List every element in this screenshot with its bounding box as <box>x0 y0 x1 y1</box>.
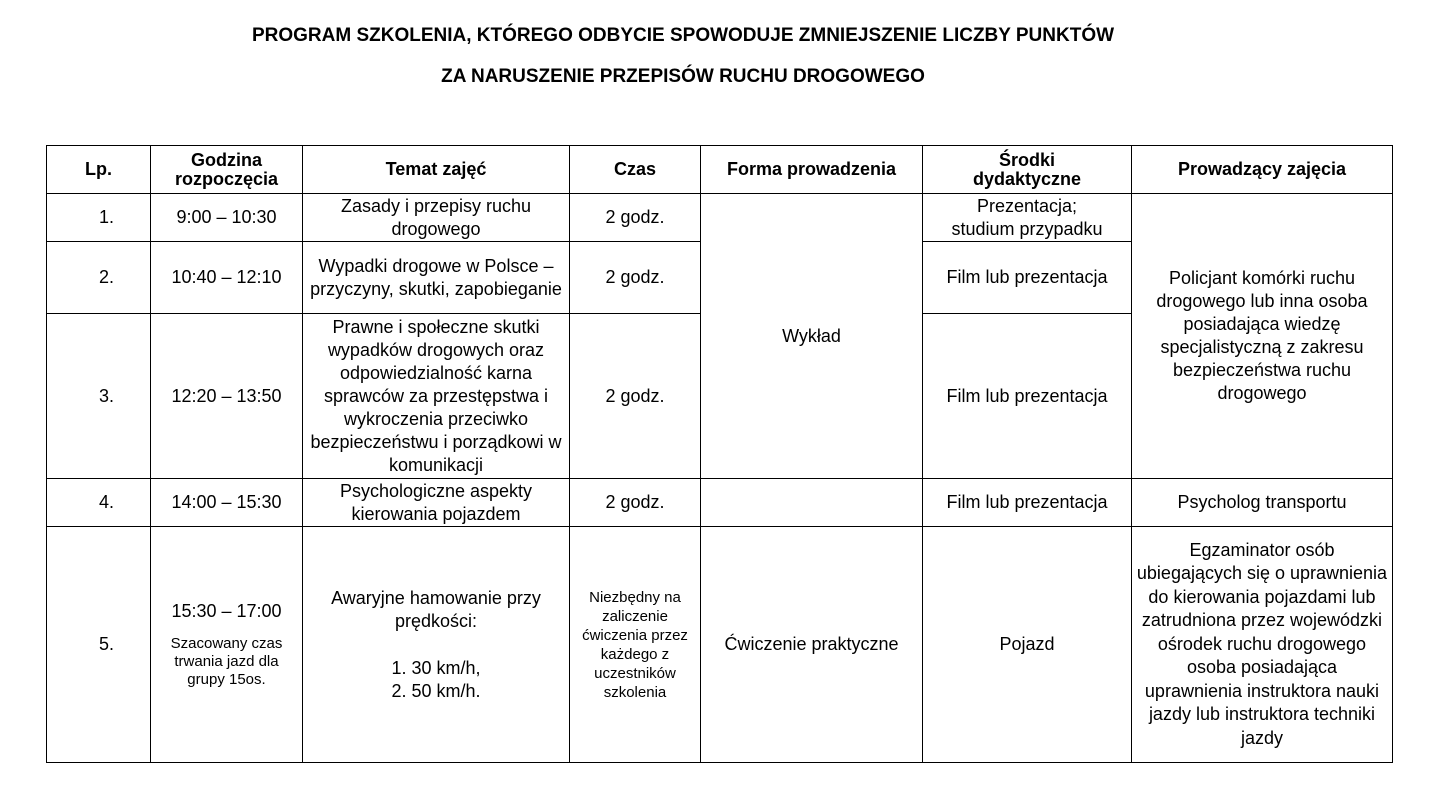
cell-temat: Psychologiczne aspekty kierowania pojazdem <box>303 479 570 527</box>
speed-list-item: 1. 30 km/h, <box>391 657 481 678</box>
cell-lp: 2. <box>47 242 151 314</box>
table-header-row <box>47 146 1393 194</box>
header-godzina-line2: rozpoczęcia <box>174 168 279 189</box>
header-godzina <box>151 146 303 194</box>
header-godzina-line1: Godzina <box>191 149 262 170</box>
document-title-line2: ZA NARUSZENIE PRZEPISÓW RUCHU DROGOWEGO <box>441 66 925 87</box>
cell-godzina: 12:20 – 13:50 <box>151 314 303 479</box>
cell-forma <box>701 479 923 527</box>
cell-lp: 4. <box>47 479 151 527</box>
header-forma: Forma prowadzenia <box>701 146 923 194</box>
table-row <box>47 527 1393 763</box>
cell-srodki: Pojazd <box>923 527 1132 763</box>
header-temat: Temat zajęć <box>303 146 570 194</box>
cell-lp: 1. <box>47 194 151 242</box>
cell-srodki <box>923 194 1132 242</box>
speed-list <box>391 657 480 703</box>
cell-czas: 2 godz. <box>570 314 701 479</box>
header-srodki-line2: dydaktyczne <box>972 168 1082 189</box>
table-row <box>47 479 1393 527</box>
cell-godzina: 14:00 – 15:30 <box>151 479 303 527</box>
header-lp: Lp. <box>47 146 151 194</box>
cell-godzina <box>151 527 303 763</box>
cell-czas: 2 godz. <box>570 479 701 527</box>
cell-temat: Zasady i przepisy ruchu drogowego <box>303 194 570 242</box>
document-title-line1: PROGRAM SZKOLENIA, KTÓREGO ODBYCIE SPOWODUJE ZMNIEJSZENIE LICZBY PUNKTÓW <box>251 25 1115 46</box>
cell-prowadzacy: Egzaminator osób ubiegających się o uprawnienia do kierowania pojazdami lub zatrudniona przez wojewódzki ośrodek ruchu drogowego osoba posiadająca uprawnienia instruktora nauki jazdy lub instruktora techniki jazdy <box>1132 527 1393 763</box>
cell-godzina-time: 15:30 – 17:00 <box>171 601 282 621</box>
cell-prowadzacy-merged: Policjant komórki ruchu drogowego lub inna osoba posiadająca wiedzę specjalistyczną z zakresu bezpieczeństwa ruchu drogowego <box>1132 194 1393 479</box>
cell-czas: 2 godz. <box>570 194 701 242</box>
speed-list-item: 2. 50 km/h. <box>391 680 481 701</box>
cell-srodki: Film lub prezentacja <box>923 314 1132 479</box>
cell-godzina: 9:00 – 10:30 <box>151 194 303 242</box>
cell-godzina-note: Szacowany czas trwania jazd dla grupy 15os. <box>170 635 283 688</box>
cell-temat <box>303 527 570 763</box>
training-program-table <box>46 145 1393 763</box>
cell-prowadzacy: Psycholog transportu <box>1132 479 1393 527</box>
cell-temat-title: Awaryjne hamowanie przy prędkości: <box>331 587 541 631</box>
cell-czas: Niezbędny na zaliczenie ćwiczenia przez każdego z uczestników szkolenia <box>570 527 701 763</box>
header-srodki-line1: Środki <box>998 149 1055 170</box>
cell-srodki-line1: Prezentacja; <box>976 195 1078 216</box>
cell-lp: 5. <box>47 527 151 763</box>
cell-temat: Prawne i społeczne skutki wypadków drogowych oraz odpowiedzialność karna sprawców za przestępstwa i wykroczenia przeciwko bezpieczeństwu i porządkowi w komunikacji <box>303 314 570 479</box>
cell-godzina: 10:40 – 12:10 <box>151 242 303 314</box>
cell-forma-merged: Wykład <box>701 194 923 479</box>
cell-czas: 2 godz. <box>570 242 701 314</box>
cell-srodki: Film lub prezentacja <box>923 242 1132 314</box>
cell-forma: Ćwiczenie praktyczne <box>701 527 923 763</box>
header-czas: Czas <box>570 146 701 194</box>
header-prowadzacy: Prowadzący zajęcia <box>1132 146 1393 194</box>
header-srodki <box>923 146 1132 194</box>
cell-lp: 3. <box>47 314 151 479</box>
cell-srodki-line2: studium przypadku <box>951 218 1103 239</box>
table-row <box>47 194 1393 242</box>
cell-srodki: Film lub prezentacja <box>923 479 1132 527</box>
cell-temat: Wypadki drogowe w Polsce – przyczyny, skutki, zapobieganie <box>303 242 570 314</box>
